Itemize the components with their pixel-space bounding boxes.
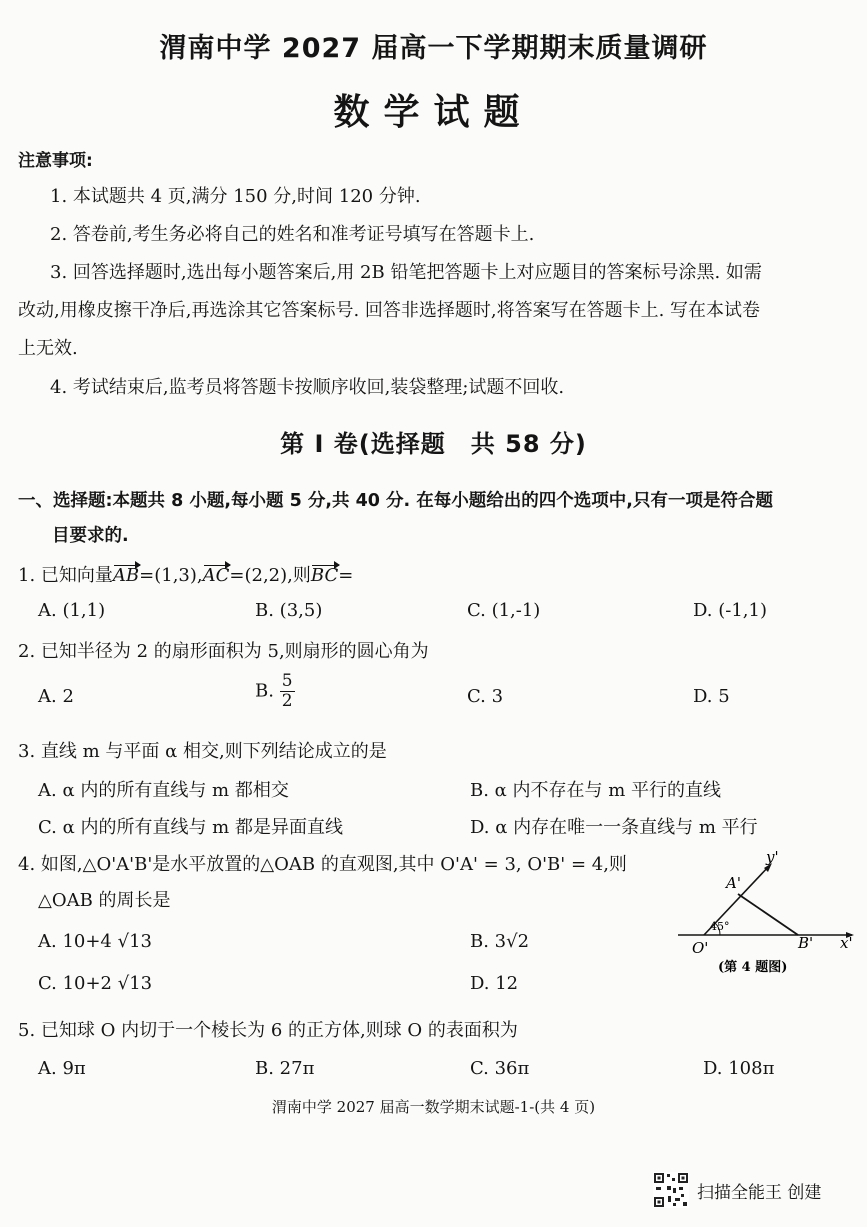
question-1-stem: 1. 已知向量AB=(1,3),AC=(2,2),则BC= [18, 565, 354, 586]
page-footer: 渭南中学 2027 届高一数学期末试题-1-(共 4 页) [271, 1098, 596, 1116]
label-y-prime: y' [766, 848, 779, 866]
label-b-prime: B' [798, 934, 814, 952]
fraction: $\frac{5}{2}$ [281, 671, 293, 711]
q2-option-a: A. 2 [38, 686, 74, 707]
q3-option-b: B. α 内不存在与 m 平行的直线 [470, 780, 722, 801]
segment-ab [738, 894, 798, 935]
q5-option-c: C. 36π [470, 1058, 530, 1079]
subject-title: 数学试题 [333, 92, 534, 133]
q4-option-b: B. 3√2 [470, 931, 530, 952]
question-4-figure [670, 848, 860, 976]
note-item: 4. 考试结束后,监考员将答题卡按顺序收回,装袋整理;试题不回收. [50, 377, 565, 398]
q1-option-b: B. (3,5) [255, 600, 323, 621]
note-item: 2. 答卷前,考生务必将自己的姓名和准考证号填写在答题卡上. [50, 224, 535, 245]
angle-label: 45° [710, 920, 730, 933]
question-4-stem-cont: △OAB 的周长是 [38, 890, 171, 911]
q4-option-c: C. 10+2 √13 [38, 973, 153, 994]
label-a-prime: A' [726, 874, 741, 892]
question-5-stem: 5. 已知球 O 内切于一个棱长为 6 的正方体,则球 O 的表面积为 [18, 1020, 518, 1041]
label-x-prime: x' [840, 934, 853, 952]
question-4-stem: 4. 如图,△O'A'B'是水平放置的△OAB 的直观图,其中 O'A' = 3, O'B' = 4,则 [18, 854, 627, 875]
q5-option-b: B. 27π [255, 1058, 315, 1079]
q1-option-c: C. (1,-1) [467, 600, 541, 621]
q2-option-b: B. $\frac{5}{2}$ [255, 671, 293, 711]
question-3-stem: 3. 直线 m 与平面 α 相交,则下列结论成立的是 [18, 741, 387, 762]
q4-option-a: A. 10+4 √13 [38, 931, 152, 952]
q1-option-d: D. (-1,1) [693, 600, 767, 621]
q5-option-d: D. 108π [703, 1058, 775, 1079]
question-2-stem: 2. 已知半径为 2 的扇形面积为 5,则扇形的圆心角为 [18, 641, 429, 662]
note-item: 改动,用橡皮擦干净后,再选涂其它答案标号. 回答非选择题时,将答案写在答题卡上. 写在本试卷 [18, 300, 761, 321]
q5-option-a: A. 9π [38, 1058, 86, 1079]
q3-option-d: D. α 内存在唯一一条直线与 m 平行 [470, 817, 758, 838]
q4-option-d: D. 12 [470, 973, 519, 994]
part-intro-cont: 目要求的. [52, 526, 129, 546]
vector-ac: AC [202, 565, 230, 586]
q1-option-a: A. (1,1) [38, 600, 106, 621]
part-intro: 一、选择题:本题共 8 小题,每小题 5 分,共 40 分. 在每小题给出的四个选项中,只有一项是符合题 [18, 491, 773, 511]
q2-option-d: D. 5 [693, 686, 730, 707]
vector-bc: BC [310, 565, 339, 586]
note-item: 1. 本试题共 4 页,满分 150 分,时间 120 分钟. [50, 186, 421, 207]
notes-heading: 注意事项: [18, 151, 93, 171]
q3-option-c: C. α 内的所有直线与 m 都是异面直线 [38, 817, 343, 838]
scanner-watermark [653, 1172, 821, 1208]
note-item: 3. 回答选择题时,选出每小题答案后,用 2B 铅笔把答题卡上对应题目的答案标号涂黑. 如需 [50, 262, 762, 283]
figure-caption: (第 4 题图) [718, 960, 788, 975]
school-title: 渭南中学 2027 届高一下学期期末质量调研 [159, 33, 708, 64]
q3-option-a: A. α 内的所有直线与 m 都相交 [38, 780, 289, 801]
q2-option-c: C. 3 [467, 686, 504, 707]
qr-code-icon [653, 1172, 689, 1208]
scanner-watermark-text: 扫描全能王 创建 [697, 1182, 822, 1203]
section-title: 第 I 卷(选择题 共 58 分) [280, 430, 587, 458]
label-o-prime: O' [692, 939, 709, 957]
note-item: 上无效. [18, 338, 78, 359]
vector-ab: AB [112, 565, 140, 586]
